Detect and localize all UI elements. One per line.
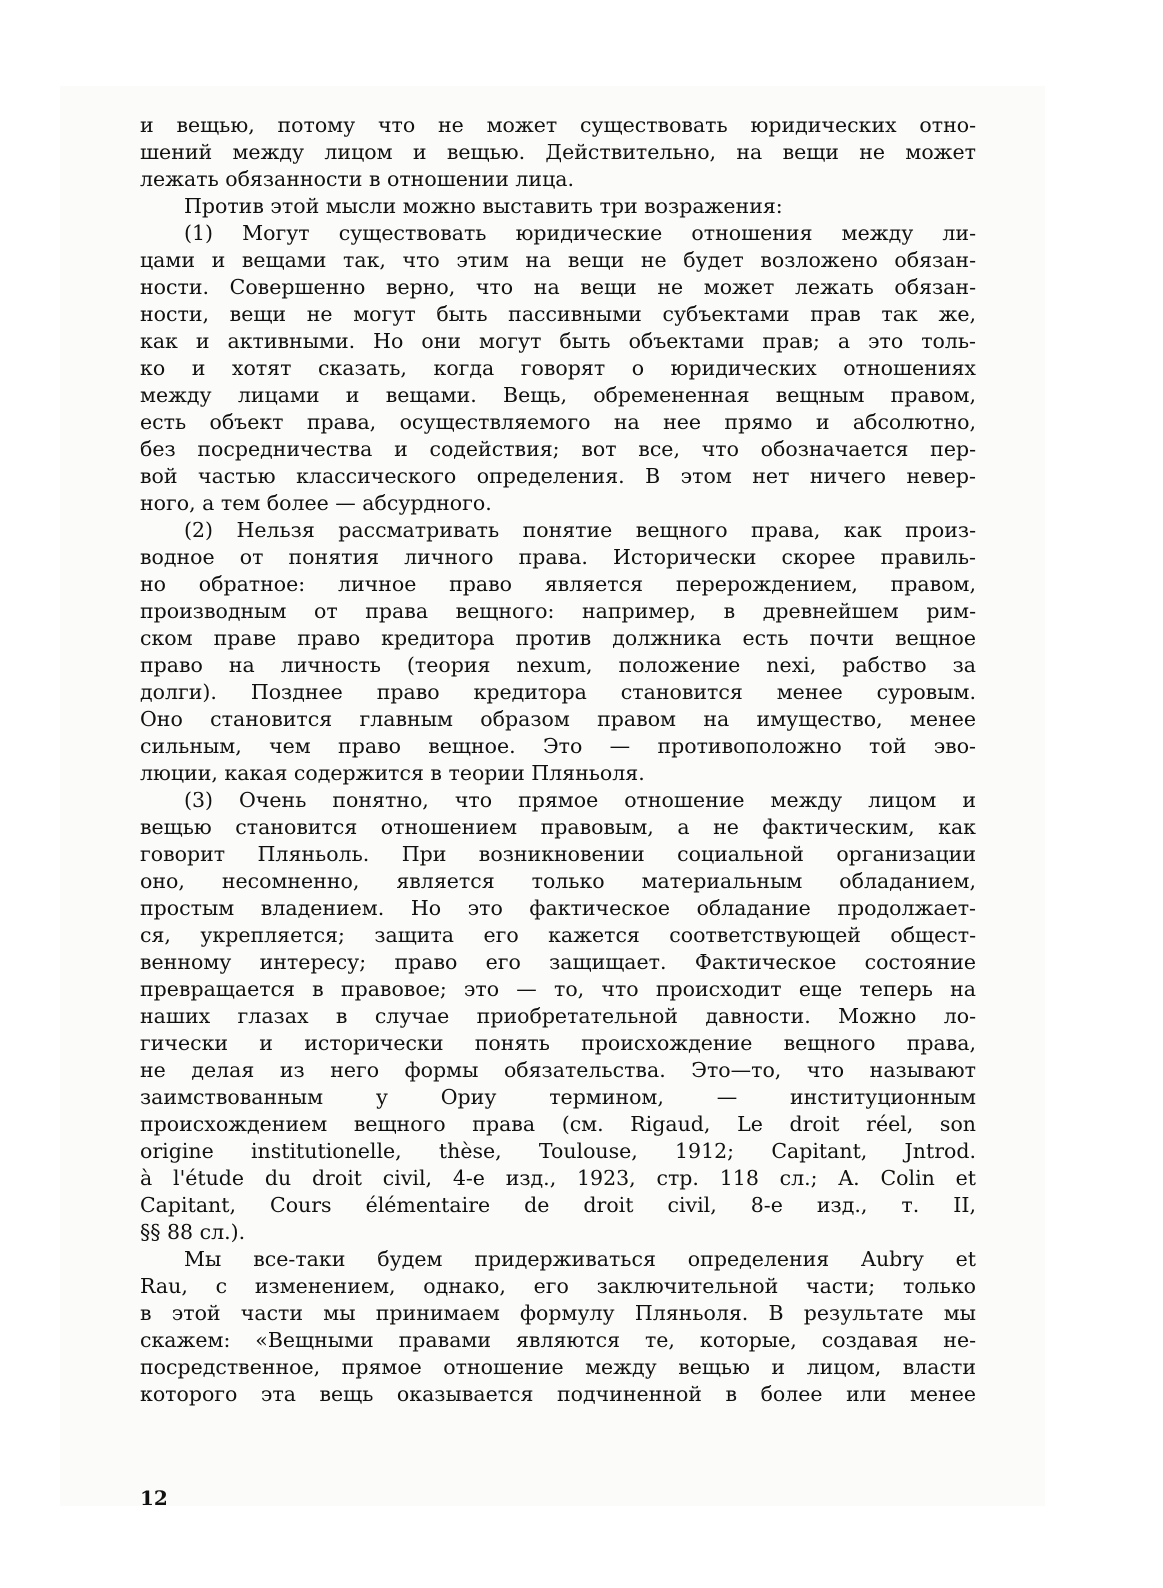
text-line: (1) Могут существовать юридические отношения между ли- — [184, 221, 976, 245]
text-line: не делая из него формы обязательства. Это—то, что называют — [140, 1058, 976, 1082]
text-line: заимствованным у Ориу термином, — институционным — [140, 1085, 976, 1109]
text-line: происхождением вещного права (см. Rigaud, Le droit réel, son — [140, 1112, 976, 1136]
text-line: шений между лицом и вещью. Действительно, на вещи не может — [140, 140, 976, 164]
text-line: ности, вещи не могут быть пассивными субъектами прав так же, — [140, 302, 976, 326]
text-line: наших глазах в случае приобретательной давности. Можно ло- — [140, 1004, 976, 1028]
text-line: вой частью классического определения. В этом нет ничего невер- — [140, 464, 976, 488]
text-line: оно, несомненно, является только материальным обладанием, — [140, 869, 976, 893]
text-line: люции, какая содержится в теории Пляньоля. — [140, 761, 645, 785]
text-line: Rau, с изменением, однако, его заключительной части; только — [140, 1274, 976, 1298]
text-line: посредственное, прямое отношение между вещью и лицом, власти — [140, 1355, 976, 1379]
text-line: лежать обязанности в отношении лица. — [140, 167, 574, 191]
text-line: в этой части мы принимаем формулу Пляньоля. В результате мы — [140, 1301, 976, 1325]
text-line: водное от понятия личного права. Исторически скорее правиль- — [140, 545, 976, 569]
text-line: Оно становится главным образом правом на имущество, менее — [140, 707, 976, 731]
text-line: ском праве право кредитора против должника есть почти вещное — [140, 626, 976, 650]
text-line: §§ 88 сл.). — [140, 1220, 246, 1244]
text-line: и вещью, потому что не может существовать юридических отно- — [140, 113, 976, 137]
text-line: скажем: «Вещными правами являются те, которые, создавая не- — [140, 1328, 976, 1352]
text-line: превращается в правовое; это — то, что происходит еще теперь на — [140, 977, 976, 1001]
text-line: которого эта вещь оказывается подчиненной в более или менее — [140, 1382, 976, 1406]
text-line: ного, а тем более — абсурдного. — [140, 491, 492, 515]
body-text — [140, 112, 976, 1408]
text-line: простым владением. Но это фактическое обладание продолжает- — [140, 896, 976, 920]
text-line: без посредничества и содействия; вот все, что обозначается пер- — [140, 437, 976, 461]
page-number: 12 — [140, 1486, 168, 1510]
text-line: ности. Совершенно верно, что на вещи не может лежать обязан- — [140, 275, 976, 299]
text-line: Мы все-таки будем придерживаться определения Aubry et — [184, 1247, 976, 1271]
text-line: производным от права вещного: например, в древнейшем рим- — [140, 599, 976, 623]
text-line: сильным, чем право вещное. Это — противоположно той эво- — [140, 734, 976, 758]
text-line: цами и вещами так, что этим на вещи не будет возложено обязан- — [140, 248, 976, 272]
text-line: ко и хотят сказать, когда говорят о юридических отношениях — [140, 356, 976, 380]
text-line: ся, укрепляется; защита его кажется соответствующей общест- — [140, 923, 976, 947]
text-line: (3) Очень понятно, что прямое отношение между лицом и — [184, 788, 976, 812]
text-line: Capitant, Cours élémentaire de droit civil, 8-е изд., т. II, — [140, 1193, 976, 1217]
text-line: вещью становится отношением правовым, а не фактическим, как — [140, 815, 976, 839]
text-line: Против этой мысли можно выставить три возражения: — [184, 194, 783, 218]
text-line: говорит Пляньоль. При возникновении социальной организации — [140, 842, 976, 866]
text-line: но обратное: личное право является перерождением, правом, — [140, 572, 976, 596]
text-line: (2) Нельзя рассматривать понятие вещного права, как произ- — [184, 518, 976, 542]
text-line: à l'étude du droit civil, 4-е изд., 1923, стр. 118 сл.; A. Colin et — [140, 1166, 976, 1190]
text-line: как и активными. Но они могут быть объектами прав; а это толь- — [140, 329, 976, 353]
text-line: долги). Позднее право кредитора становится менее суровым. — [140, 680, 976, 704]
text-line: между лицами и вещами. Вещь, обремененная вещным правом, — [140, 383, 976, 407]
text-line: право на личность (теория nexum, положение nexi, рабство за — [140, 653, 976, 677]
text-line: origine institutionelle, thèse, Toulouse, 1912; Capitant, Jntrod. — [140, 1139, 976, 1163]
text-line: есть объект права, осуществляемого на нее прямо и абсолютно, — [140, 410, 976, 434]
text-line: гически и исторически понять происхождение вещного права, — [140, 1031, 976, 1055]
text-line: венному интересу; право его защищает. Фактическое состояние — [140, 950, 976, 974]
